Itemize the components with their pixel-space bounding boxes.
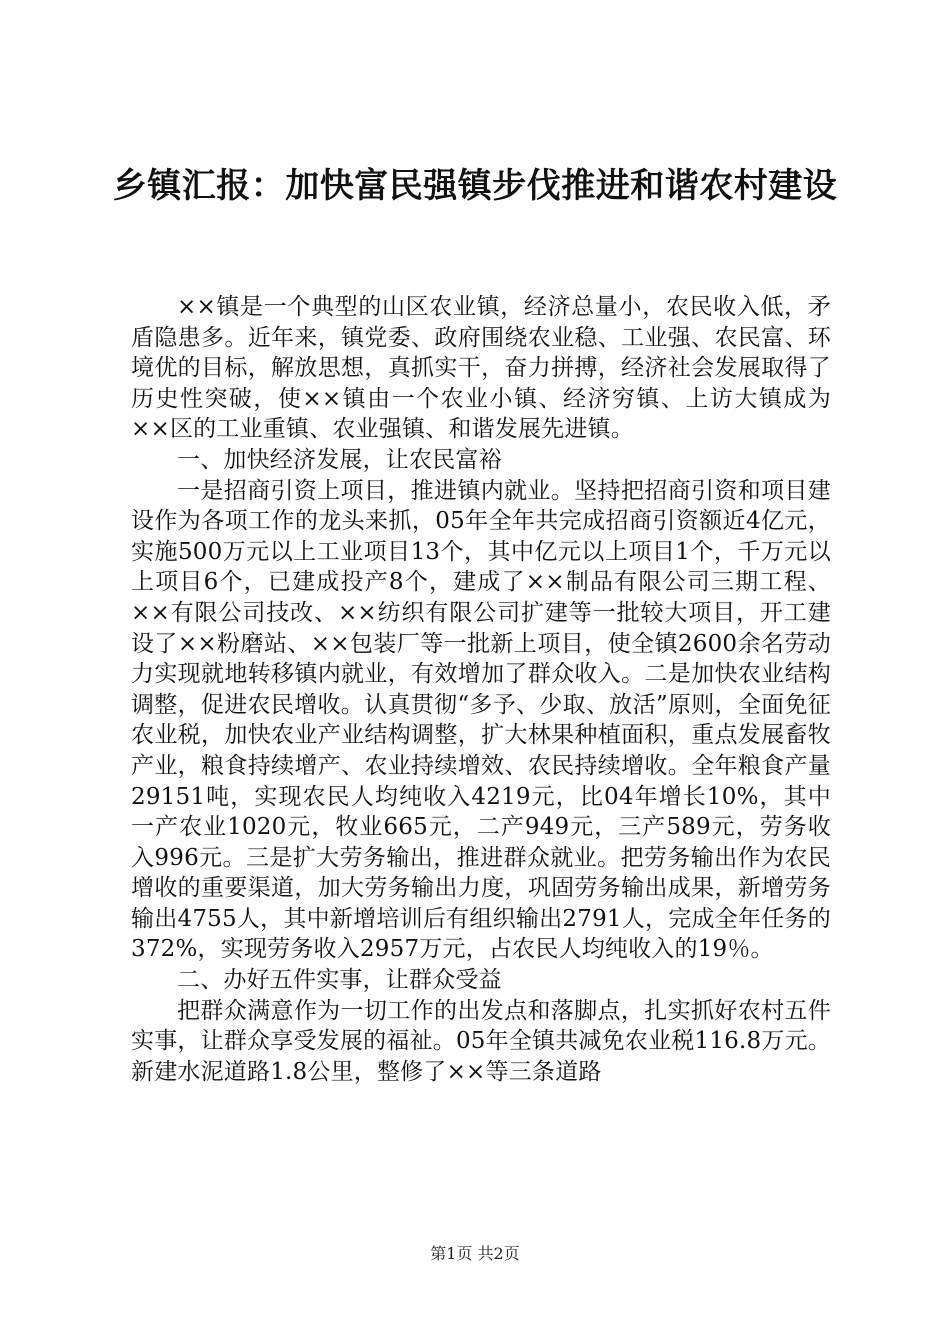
section-heading-2: 二、办好五件实事，让群众受益 — [177, 967, 502, 994]
paragraph-economy: 一是招商引资上项目，推进镇内就业。坚持把招商引资和项目建设作为各项工作的龙头来抓，05年全年共完成招商引资额近4亿元，实施500万元以上工业项目13个，其中亿元以上项目1个，千万元以上项目6个，已建成投产8个，建成了××制品有限公司三期工程、××有限公司技改、××纺织有限公司扩建等一批较大项目，开工建设了××粉磨站、××包装厂等一批新上项目，使全镇2600余名劳动力实现就地转移镇内就业，有效增加了群众收入。二是加快农业结构调整，促进农民增收。认真贯彻“多予、少取、放活”原则，全面免征农业税，加快农业产业结构调整，扩大林果种植面积，重点发展畜牧产业，粮食持续增产、农业持续增效、农民持续增收。全年粮食产量29151吨，实现农民人均纯收入4219元，比04年增长10%，其中一产农业1020元，牧业665元，二产949元，三产589元，劳务收入996元。三是扩大劳务输出，推进群众就业。把劳务输出作为农民增收的重要渠道，加大劳务输出力度，巩固劳务输出成果，新增劳务输出4755人，其中新增培训后有组织输出2791人，完成全年任务的372%，实现劳务收入2957万元，占农民人均纯收入的19％。 — [131, 477, 831, 963]
document-title: 乡镇汇报：加快富民强镇步伐推进和谐农村建设 — [112, 166, 838, 206]
section-heading-1: 一、加快经济发展，让农民富裕 — [177, 446, 502, 473]
paragraph-intro: ××镇是一个典型的山区农业镇，经济总量小，农民收入低，矛盾隐患多。近年来，镇党委、政府围绕农业稳、工业强、农民富、环境优的目标，解放思想，真抓实干，奋力拼搏，经济社会发展取得了历史性突破，使××镇由一个农业小镇、经济穷镇、上访大镇成为××区的工业重镇、农业强镇、和谐发展先进镇。 — [131, 294, 831, 443]
page-number-footer: 第1页 共2页 — [430, 1244, 520, 1263]
paragraph-practical-affairs: 把群众满意作为一切工作的出发点和落脚点，扎实抓好农村五件实事，让群众享受发展的福祉。05年全镇共减免农业税116.8万元。新建水泥道路1.8公里，整修了××等三条道路 — [131, 997, 831, 1085]
document-body — [131, 292, 831, 1087]
